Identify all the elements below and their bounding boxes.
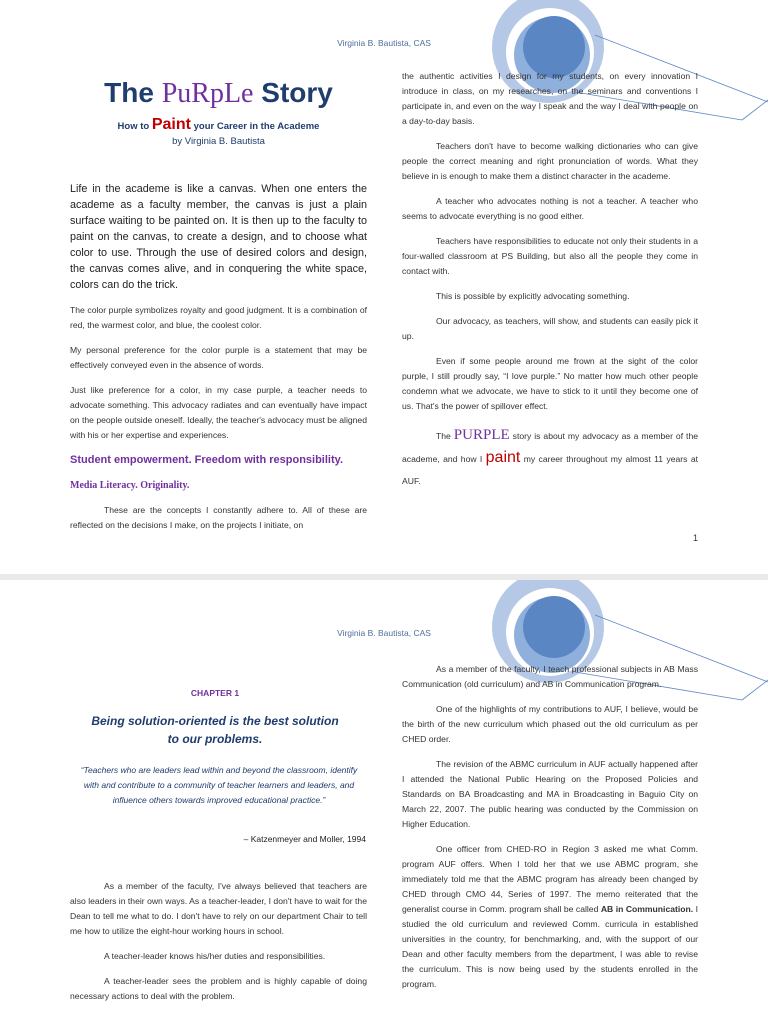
left-column: [70, 76, 367, 543]
paragraph: A teacher-leader sees the problem and is highly capable of doing necessary actions to deal with the problem.: [70, 976, 367, 1001]
closing-paragraph: The PURPLE story is about my advocacy as a member of the academe, and how I paint my career throughout my almost 11 years at AUF.: [402, 427, 699, 486]
right-column: [402, 69, 698, 502]
left-column: [70, 879, 367, 1014]
paragraph: Just like preference for a color, in my case purple, a teacher needs to advocate something. This advocacy radiates and can eventually have impact on the people outside oneself. Ideally, the teacher's advocacy must be aligned with his or her expertise and experiences.: [70, 385, 367, 440]
paragraph: As a member of the faculty, I've always believed that teachers are also leaders in their own ways. As a teacher-leader, I don't have to wait for the Dean to tell me what to do. I don't have to rely on our department Chair to tell me how to utilize the eight-hour working hours in school.: [70, 881, 367, 936]
document-subtitle: How to Paint your Career in the Academe: [117, 116, 320, 133]
page-header: Virginia B. Bautista, CAS: [337, 38, 431, 48]
chapter-label: CHAPTER 1: [190, 688, 240, 698]
emphasis-line: Media Literacy. Originality.: [70, 480, 190, 491]
deco-line: [742, 100, 768, 120]
paragraph: The revision of the ABMC curriculum in AUF actually happened after I attended the National Public Hearing on the Proposed Policies and Standards on BA Broadcasting and MA in Broadcasting in Baguio City on March 22, 2007. The public hearing was conducted by the Commission on Higher Education.: [402, 759, 698, 829]
paragraph: Teachers don't have to become walking dictionaries who can give people the correct meaning and right pronunciation of words. What they believe in is enough to make them a distinct character in the academe.: [402, 141, 698, 181]
paragraph: As a member of the faculty, I teach professional subjects in AB Mass Communication (old curriculum) and AB in Communication program.: [402, 664, 698, 689]
paragraph: My personal preference for the color purple is a statement that may be effectively conveyed even in the absence of words.: [70, 345, 367, 370]
chapter-title: Being solution-oriented is the best solution to our problems.: [91, 714, 339, 746]
paragraph: These are the concepts I constantly adhere to. All of these are reflected on the decisions I make, on the projects I initiate, on: [70, 505, 367, 530]
paragraph: The color purple symbolizes royalty and good judgment. It is a combination of red, the warmest color, and blue, the coolest color.: [70, 305, 367, 330]
document-page-2: [0, 580, 768, 1024]
paragraph: One officer from CHED-RO in Region 3 asked me what Comm. program AUF offers. When I told her that we use ABMC program, she immediately told me that the ABMC program has already been changed by CHED through CMO 44, Series of 1997. The memo reiterated that the generalist course in Comm. program shall be called AB in Communication. I studied the old curriculum and reviewed Comm. curricula in established universities in the country, for benchmarking, and, with the support of our Dean and other faculty members from the department, I was able to revise the curriculum. This is now being used by the students enrolled in the program.: [402, 844, 698, 989]
right-column: [402, 662, 698, 1002]
page-header: Virginia B. Bautista, CAS: [337, 628, 431, 638]
emphasis-line: Student empowerment. Freedom with responsibility.: [70, 454, 343, 466]
deco-line: [742, 680, 768, 700]
paragraph: Teachers have responsibilities to educate not only their students in a four-walled classroom at PS Building, but also all the people they come in contact with.: [402, 236, 698, 276]
document-title: The PuRpLe Story: [104, 77, 333, 109]
paragraph: This is possible by explicitly advocating something.: [436, 291, 630, 301]
inner-circle: [523, 596, 585, 658]
paragraph: One of the highlights of my contributions to AUF, I believe, would be the birth of the new curriculum which phased out the old curriculum as per CHED order.: [402, 704, 698, 744]
paragraph: A teacher who advocates nothing is not a teacher. A teacher who seems to advocate everything is no good either.: [402, 196, 698, 221]
paragraph: Life in the academe is like a canvas. When one enters the academe as a faculty member, the canvas is just a plain surface waiting to be painted on. It is then up to the faculty to paint on the canvas, to create a design, and to choose what color to use. Through the use of desired colors and design, the canvas comes alive, and in conquering the white space, colors can do the trick.: [70, 183, 367, 291]
paragraph: Our advocacy, as teachers, will show, and students can easily pick it up.: [402, 316, 698, 341]
byline: by Virginia B. Bautista: [172, 136, 265, 147]
quote-attribution: – Katzenmeyer and Moller, 1994: [243, 834, 366, 844]
paragraph: the authentic activities I design for my students, on every innovation I introduce in class, on my researches, on the seminars and conventions I participate in, and even on the way I speak and the way I deal with people on a day-to-day basis.: [402, 71, 698, 126]
paragraph: A teacher-leader knows his/her duties and responsibilities.: [104, 951, 326, 961]
paragraph: Even if some people around me frown at the sight of the color purple, I still proudly say, “I love purple.” No matter how much other people condemn what we advocate, we have to stick to it until they become one of us. That's the power of spillover effect.: [402, 356, 698, 411]
page-number: 1: [693, 533, 699, 543]
epigraph-quote: “Teachers who are leaders lead within and beyond the classroom, identify with and contribute to a community of teacher learners and leaders, and influence others towards improved educational practice.”: [80, 765, 358, 805]
